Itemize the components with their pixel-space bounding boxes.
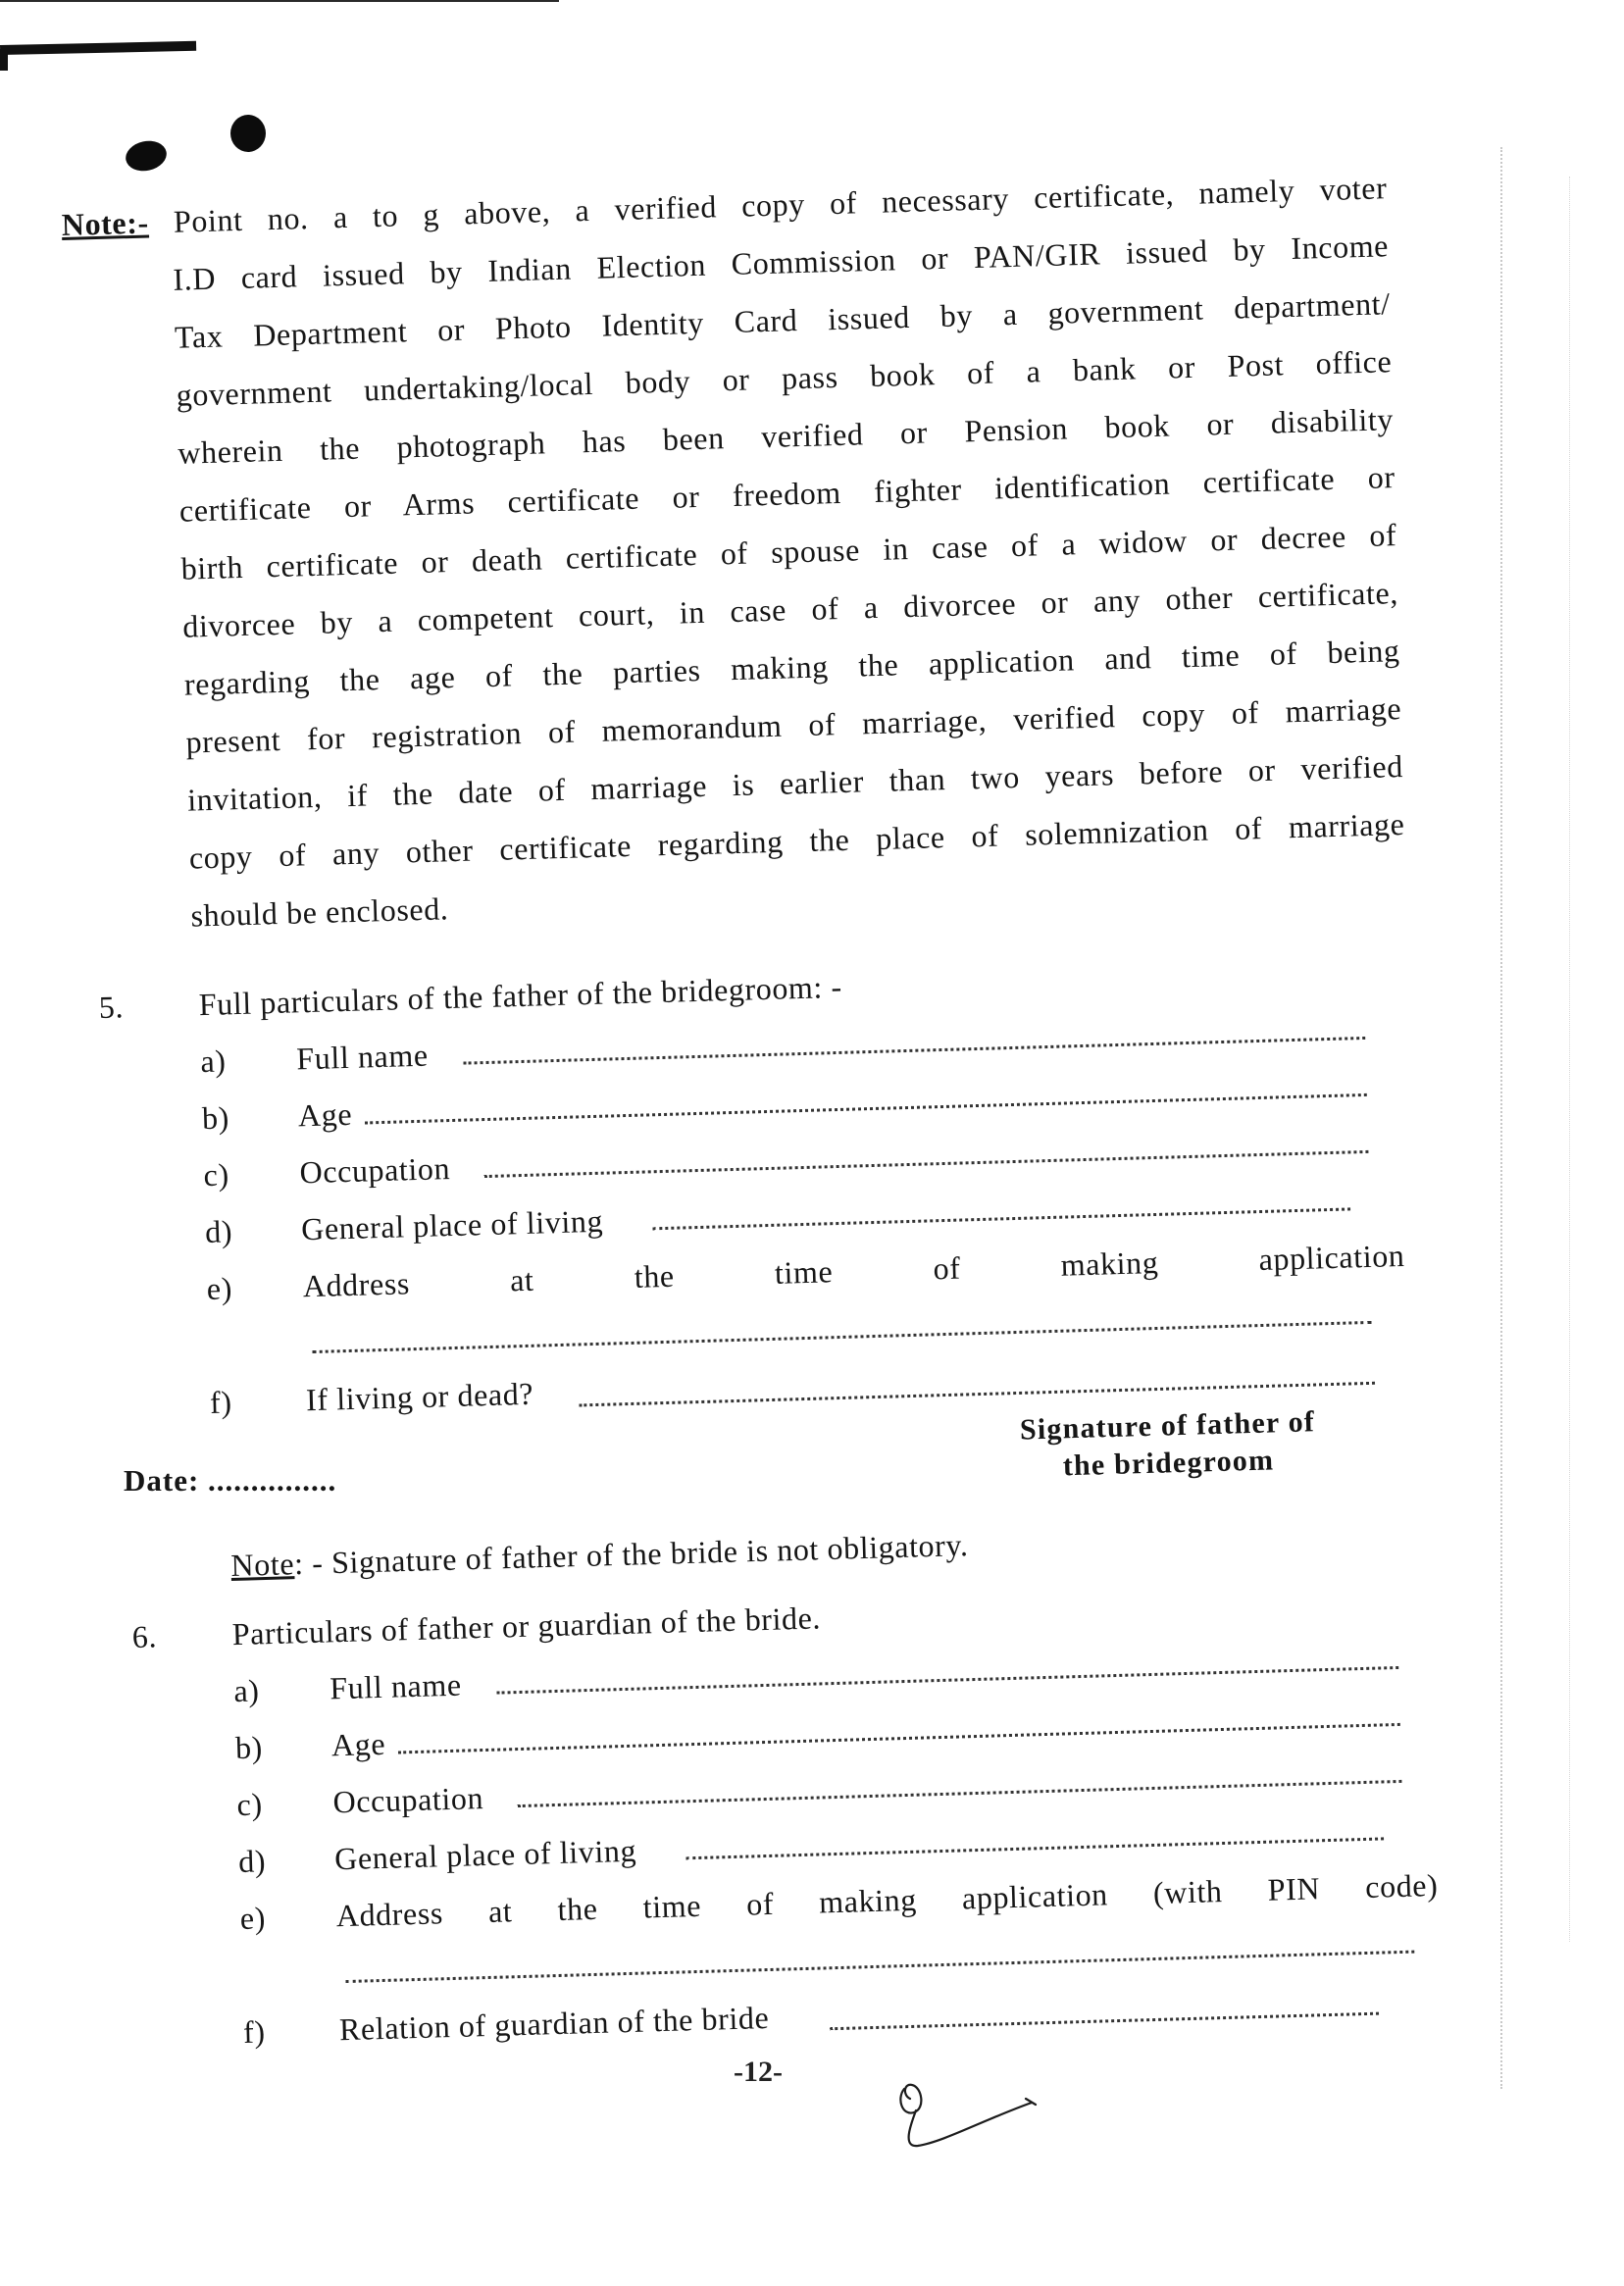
- note-heading: Note: [230, 1546, 295, 1583]
- date-placeholder: ...............: [208, 1463, 337, 1498]
- section-6: [131, 1571, 1478, 2067]
- note-line: should be enclosed.: [190, 890, 449, 934]
- field-label: Occupation: [299, 1150, 451, 1191]
- date-label: Date:: [124, 1463, 200, 1498]
- field-label: Age: [330, 1725, 386, 1763]
- signature-caption: Signature of father of the bridegroom: [1019, 1405, 1316, 1483]
- page-number: -12-: [734, 2056, 783, 2088]
- note-heading: Note:-: [61, 204, 150, 242]
- field-label: Relation of guardian of the bride: [338, 2000, 770, 2048]
- note-line: regarding the age of the parties making the application and time of being: [183, 633, 1400, 702]
- item-letter: a): [199, 1042, 227, 1080]
- section-number: 5.: [98, 989, 125, 1025]
- field-label: Occupation: [332, 1780, 484, 1820]
- note-line: birth certificate or death certificate of spouse in case of a widow or decree of: [180, 517, 1397, 586]
- item-letter: a): [232, 1672, 260, 1709]
- field-label: General place of living: [333, 1832, 637, 1877]
- note-line: divorcee by a competent court, in case of a divorcee or any other certificate,: [181, 575, 1399, 644]
- item-letter: c): [203, 1156, 230, 1194]
- item-letter: c): [236, 1786, 264, 1823]
- note-line: present for registration of memorandum of marriage, verified copy of marriage: [185, 690, 1402, 760]
- guardian-relation-field[interactable]: [830, 2012, 1379, 2031]
- field-label: Age: [297, 1095, 353, 1134]
- field-label: General place of living: [300, 1202, 604, 1247]
- field-label: Address at the time of making application: [302, 1237, 1405, 1304]
- section-title: Particulars of father or guardian of the bride.: [231, 1600, 822, 1652]
- field-label: Full name: [329, 1666, 463, 1706]
- item-letter: e): [239, 1900, 267, 1937]
- item-letter: b): [201, 1099, 230, 1137]
- field-label: Full name: [295, 1037, 430, 1077]
- item-letter: e): [206, 1270, 233, 1307]
- item-letter: d): [237, 1843, 267, 1880]
- note-line: government undertaking/local body or pass book of a bank or Post office: [176, 343, 1393, 413]
- handwritten-signature: [892, 2069, 1049, 2158]
- field-label: If living or dead?: [305, 1375, 534, 1418]
- section-5: [98, 941, 1445, 1438]
- note-paragraph: [61, 158, 1435, 947]
- item-letter: b): [234, 1729, 264, 1766]
- note-line: invitation, if the date of marriage is earlier than two years before or verified: [186, 748, 1404, 818]
- bride-father-note: Note: - Signature of father of the bride is not obligatory.: [230, 1526, 969, 1583]
- note-line: Tax Department or Photo Identity Card issued by a government department/: [174, 285, 1392, 355]
- note-line: Note:- Point no. a to g above, a verified copy of necessary certificate, namely voter: [61, 170, 1388, 242]
- note-line: I.D card issued by Indian Election Commission or PAN/GIR issued by Income: [172, 228, 1390, 297]
- place-of-living-field[interactable]: [685, 1837, 1384, 1859]
- living-status-field[interactable]: [579, 1382, 1375, 1407]
- section-number: 6.: [131, 1618, 158, 1654]
- note-line: wherein the photograph has been verified or Pension book or disability: [177, 401, 1395, 471]
- place-of-living-field[interactable]: [652, 1207, 1350, 1230]
- note-line: copy of any other certificate regarding the place of solemnization of marriage: [188, 805, 1405, 876]
- item-letter: f): [242, 2013, 267, 2050]
- section-title: Full particulars of the father of the bridegroom: -: [198, 968, 843, 1023]
- item-letter: d): [204, 1213, 233, 1250]
- date-field[interactable]: [124, 1463, 336, 1499]
- field-label: Address at the time of making application (with PIN code): [335, 1866, 1439, 1934]
- item-letter: f): [209, 1384, 233, 1420]
- note-line: certificate or Arms certificate or freedom fighter identification certificate or: [178, 459, 1396, 529]
